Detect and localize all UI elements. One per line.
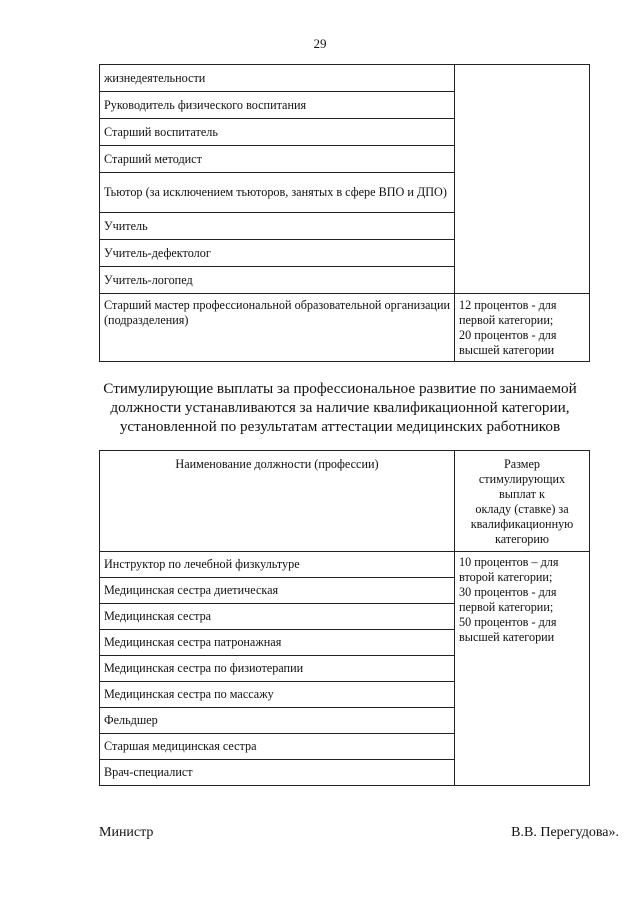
position-cell: Старший методист — [100, 146, 455, 173]
position-cell: Учитель — [100, 213, 455, 240]
section-heading — [80, 379, 600, 436]
rate-line: высшей категории — [459, 343, 555, 357]
header-position: Наименование должности (профессии) — [100, 451, 455, 552]
rate-line: 30 процентов - для — [459, 585, 557, 599]
rate-cell — [455, 294, 590, 362]
rate-line: высшей категории — [459, 630, 555, 644]
rate-line: второй категории; — [459, 570, 553, 584]
positions-table-medical — [99, 450, 590, 786]
header-size — [455, 451, 590, 552]
position-cell: Медицинская сестра по массажу — [100, 682, 455, 708]
heading-line: должности устанавливаются за наличие квалификационной категории, — [110, 399, 570, 416]
header-size-line: Размер — [503, 457, 541, 471]
heading-line: Стимулирующие выплаты за профессиональное развитие по занимаемой — [103, 380, 577, 397]
rate-line: 12 процентов - для — [459, 298, 557, 312]
positions-table-education — [99, 64, 590, 362]
position-cell: Тьютор (за исключением тьюторов, занятых в сфере ВПО и ДПО) — [100, 173, 455, 213]
rate-line: первой категории; — [459, 600, 554, 614]
position-cell: жизнедеятельности — [100, 65, 455, 92]
position-cell: Медицинская сестра патронажная — [100, 630, 455, 656]
position-cell: Учитель-логопед — [100, 267, 455, 294]
position-cell: Фельдшер — [100, 708, 455, 734]
signatory-title: Министр — [99, 825, 154, 840]
rate-line: 50 процентов - для — [459, 615, 557, 629]
rate-line: первой категории; — [459, 313, 554, 327]
table-row — [100, 294, 590, 362]
table-header-row — [100, 451, 590, 552]
position-cell: Медицинская сестра по физиотерапии — [100, 656, 455, 682]
position-cell: Старший мастер профессиональной образовательной организации (подразделения) — [100, 294, 455, 362]
position-cell: Врач-специалист — [100, 760, 455, 786]
position-cell: Старший воспитатель — [100, 119, 455, 146]
header-size-line: выплат к — [499, 487, 545, 501]
table-row — [100, 65, 590, 92]
table-row — [100, 552, 590, 578]
header-size-line: категорию — [494, 532, 550, 546]
header-size-line: окладу (ставке) за — [475, 502, 569, 516]
position-cell: Инструктор по лечебной физкультуре — [100, 552, 455, 578]
position-cell: Медицинская сестра диетическая — [100, 578, 455, 604]
position-cell: Старшая медицинская сестра — [100, 734, 455, 760]
header-size-line: квалификационную — [470, 517, 574, 531]
rate-line: 20 процентов - для — [459, 328, 557, 342]
rate-cell — [455, 552, 590, 786]
page-number: 29 — [313, 36, 327, 51]
position-cell: Медицинская сестра — [100, 604, 455, 630]
rate-cell-empty — [455, 65, 590, 294]
rate-line: 10 процентов – для — [459, 555, 559, 569]
position-cell: Руководитель физического воспитания — [100, 92, 455, 119]
heading-line: установленной по результатам аттестации медицинских работников — [119, 418, 561, 435]
header-size-line: стимулирующих — [478, 472, 566, 486]
position-cell: Учитель-дефектолог — [100, 240, 455, 267]
signatory-name: В.В. Перегудова». — [511, 825, 619, 840]
